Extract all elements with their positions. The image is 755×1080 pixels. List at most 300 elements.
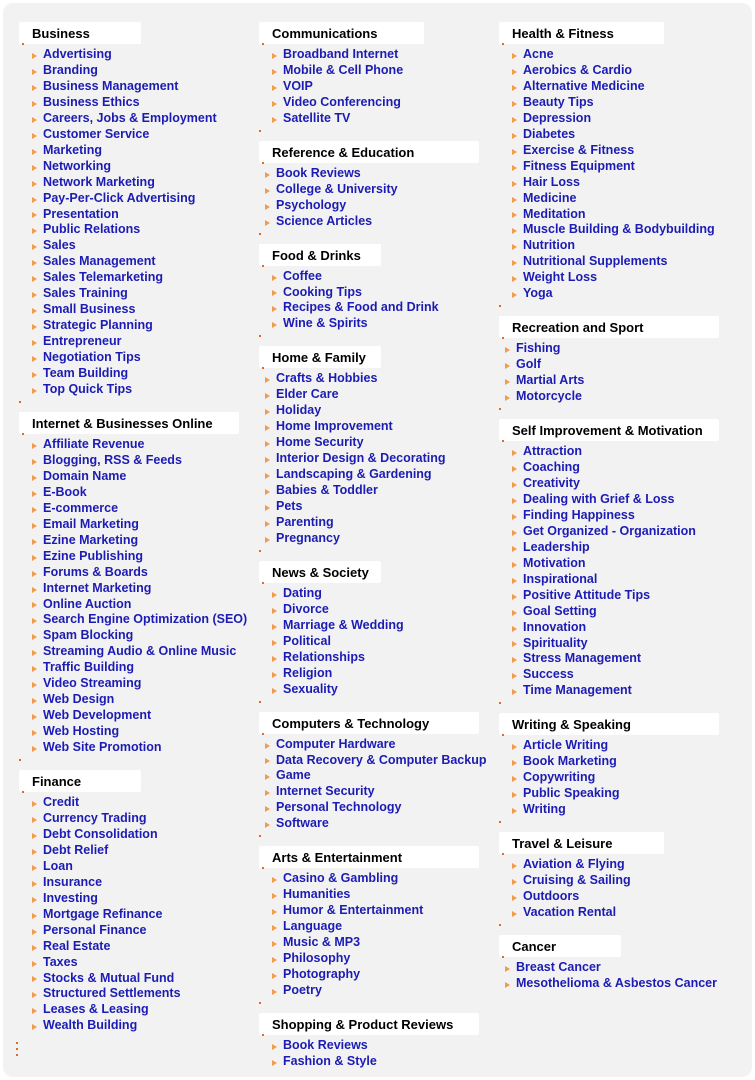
list-item xyxy=(512,191,739,207)
category-link-traffic-building[interactable]: Traffic Building xyxy=(43,660,134,675)
category-link-streaming-audio-and-online-music[interactable]: Streaming Audio & Online Music xyxy=(43,644,237,659)
list-item xyxy=(512,79,739,95)
list-item xyxy=(272,285,495,301)
category-link-sales-telemarketing[interactable]: Sales Telemarketing xyxy=(43,270,163,285)
list-item xyxy=(272,935,495,951)
arrow-right-icon xyxy=(32,372,37,378)
arrow-right-icon xyxy=(265,473,270,479)
arrow-right-icon xyxy=(265,790,270,796)
category-link-advertising[interactable]: Advertising xyxy=(43,47,112,61)
category-link-vacation-rental[interactable]: Vacation Rental xyxy=(523,904,617,919)
arrow-right-icon xyxy=(265,377,270,383)
list-item xyxy=(272,269,495,285)
category-link-depression[interactable]: Depression xyxy=(523,110,592,125)
arrow-right-icon xyxy=(32,1024,37,1030)
arrow-right-icon xyxy=(272,624,277,630)
category-link-satellite-tv[interactable]: Satellite TV xyxy=(283,110,351,125)
list-item xyxy=(512,873,739,889)
category-link-list xyxy=(499,441,739,699)
category-link-wine-and-spirits[interactable]: Wine & Spirits xyxy=(283,316,368,331)
arrow-right-icon xyxy=(265,220,270,226)
arrow-right-icon xyxy=(272,973,277,979)
arrow-right-icon xyxy=(272,877,277,883)
category-separator xyxy=(259,999,495,1013)
category-link-parenting[interactable]: Parenting xyxy=(276,514,334,529)
category-link-internet-marketing[interactable]: Internet Marketing xyxy=(43,580,152,595)
category-link-top-quick-tips[interactable]: Top Quick Tips xyxy=(43,382,133,397)
category-link-finding-happiness[interactable]: Finding Happiness xyxy=(523,507,635,522)
arrow-right-icon xyxy=(32,260,37,266)
category-link-public-relations[interactable]: Public Relations xyxy=(43,222,141,237)
category-link-investing[interactable]: Investing xyxy=(43,890,98,905)
category-link-list xyxy=(259,734,495,833)
category-link-political[interactable]: Political xyxy=(283,633,331,648)
category-link-interior-design-and-decorating[interactable]: Interior Design & Decorating xyxy=(276,451,446,466)
category-link-mortgage-refinance[interactable]: Mortgage Refinance xyxy=(43,906,163,921)
category-link-sales-training[interactable]: Sales Training xyxy=(43,286,128,301)
category-link-e-commerce[interactable]: E-commerce xyxy=(43,500,119,515)
category-link-list xyxy=(499,735,739,818)
category-link-motorcycle[interactable]: Motorcycle xyxy=(516,389,582,404)
category-link-language[interactable]: Language xyxy=(283,919,343,934)
arrow-right-icon xyxy=(512,85,517,91)
category-link-psychology[interactable]: Psychology xyxy=(276,197,347,212)
category-separator xyxy=(259,698,495,712)
category-link-relationships[interactable]: Relationships xyxy=(283,649,365,664)
category-link-business-ethics[interactable]: Business Ethics xyxy=(43,94,140,109)
category-link-video-conferencing[interactable]: Video Conferencing xyxy=(283,94,401,109)
category-link-positive-attitude-tips[interactable]: Positive Attitude Tips xyxy=(523,587,651,602)
category-link-strategic-planning[interactable]: Strategic Planning xyxy=(43,318,153,333)
arrow-right-icon xyxy=(512,673,517,679)
category-link-list xyxy=(259,1035,495,1070)
category-link-domain-name[interactable]: Domain Name xyxy=(43,468,127,483)
category-link-sexuality[interactable]: Sexuality xyxy=(283,681,338,696)
list-item xyxy=(505,357,739,373)
category-link-college-and-university[interactable]: College & University xyxy=(276,181,398,196)
arrow-right-icon xyxy=(512,165,517,171)
category-link-list xyxy=(259,868,495,999)
arrow-right-icon xyxy=(272,85,277,91)
category-link-network-marketing[interactable]: Network Marketing xyxy=(43,174,155,189)
category-heading: Internet & Businesses Online xyxy=(19,412,239,434)
list-item xyxy=(505,389,739,405)
category-link-customer-service[interactable]: Customer Service xyxy=(43,126,150,141)
list-item xyxy=(32,366,254,382)
category-link-negotiation-tips[interactable]: Negotiation Tips xyxy=(43,350,141,365)
list-item xyxy=(32,159,254,175)
list-item xyxy=(512,889,739,905)
list-item xyxy=(32,111,254,127)
list-item xyxy=(32,143,254,159)
list-item xyxy=(265,816,495,832)
category-link-game[interactable]: Game xyxy=(276,768,311,783)
category-heading: Recreation and Sport xyxy=(499,316,719,338)
category-link-computer-hardware[interactable]: Computer Hardware xyxy=(276,736,396,751)
list-item xyxy=(512,636,739,652)
category-business xyxy=(19,22,254,398)
category-link-aerobics-and-cardio[interactable]: Aerobics & Cardio xyxy=(523,62,633,77)
category-link-martial-arts[interactable]: Martial Arts xyxy=(516,373,585,388)
category-link-elder-care[interactable]: Elder Care xyxy=(276,387,339,402)
category-link-divorce[interactable]: Divorce xyxy=(283,601,329,616)
category-link-entrepreneur[interactable]: Entrepreneur xyxy=(43,334,122,349)
category-link-get-organized-organization[interactable]: Get Organized - Organization xyxy=(523,523,696,538)
category-link-structured-settlements[interactable]: Structured Settlements xyxy=(43,986,181,1001)
arrow-right-icon xyxy=(512,149,517,155)
category-finance xyxy=(19,770,254,1034)
arrow-right-icon xyxy=(505,363,510,369)
category-separator xyxy=(259,127,495,141)
arrow-right-icon xyxy=(512,657,517,663)
category-link-web-site-promotion[interactable]: Web Site Promotion xyxy=(43,740,162,755)
list-item xyxy=(32,469,254,485)
list-item xyxy=(272,682,495,698)
arrow-right-icon xyxy=(32,602,37,608)
category-link-religion[interactable]: Religion xyxy=(283,665,333,680)
category-link-music-and-mp3[interactable]: Music & MP3 xyxy=(283,935,361,950)
category-link-web-hosting[interactable]: Web Hosting xyxy=(43,724,120,739)
category-link-book-reviews[interactable]: Book Reviews xyxy=(276,165,361,180)
category-link-leases-and-leasing[interactable]: Leases & Leasing xyxy=(43,1002,149,1017)
category-link-currency-trading[interactable]: Currency Trading xyxy=(43,810,147,825)
arrow-right-icon xyxy=(32,181,37,187)
arrow-right-icon xyxy=(272,117,277,123)
category-link-blogging-rss-and-feeds[interactable]: Blogging, RSS & Feeds xyxy=(43,452,182,467)
category-link-fishing[interactable]: Fishing xyxy=(516,341,561,356)
category-link-online-auction[interactable]: Online Auction xyxy=(43,596,132,611)
category-link-exercise-and-fitness[interactable]: Exercise & Fitness xyxy=(523,142,635,157)
category-link-coffee[interactable]: Coffee xyxy=(283,268,322,283)
category-link-software[interactable]: Software xyxy=(276,816,329,831)
category-link-motivation[interactable]: Motivation xyxy=(523,555,586,570)
list-item xyxy=(265,784,495,800)
list-item xyxy=(32,382,254,398)
separator-dot xyxy=(259,550,261,552)
category-link-dealing-with-grief-and-loss[interactable]: Dealing with Grief & Loss xyxy=(523,491,675,506)
arrow-right-icon xyxy=(32,475,37,481)
list-item xyxy=(505,373,739,389)
category-link-holiday[interactable]: Holiday xyxy=(276,403,322,418)
category-link-debt-consolidation[interactable]: Debt Consolidation xyxy=(43,826,158,841)
category-link-affiliate-revenue[interactable]: Affiliate Revenue xyxy=(43,436,145,451)
category-link-landscaping-and-gardening[interactable]: Landscaping & Gardening xyxy=(276,467,432,482)
category-link-video-streaming[interactable]: Video Streaming xyxy=(43,676,142,691)
list-item xyxy=(272,1038,495,1054)
arrow-right-icon xyxy=(265,425,270,431)
arrow-right-icon xyxy=(265,204,270,210)
category-link-meditation[interactable]: Meditation xyxy=(523,206,586,221)
category-recreation-and-sport xyxy=(499,316,739,405)
category-link-credit[interactable]: Credit xyxy=(43,795,80,810)
category-link-data-recovery-and-computer-backup[interactable]: Data Recovery & Computer Backup xyxy=(276,752,487,767)
category-link-web-design[interactable]: Web Design xyxy=(43,692,115,707)
separator-dot xyxy=(499,821,501,823)
list-item xyxy=(265,419,495,435)
category-link-casino-and-gambling[interactable]: Casino & Gambling xyxy=(283,871,399,886)
arrow-right-icon xyxy=(32,945,37,951)
arrow-right-icon xyxy=(505,966,510,972)
arrow-right-icon xyxy=(512,450,517,456)
category-link-team-building[interactable]: Team Building xyxy=(43,366,129,381)
arrow-right-icon xyxy=(32,228,37,234)
category-link-leadership[interactable]: Leadership xyxy=(523,539,590,554)
category-link-web-development[interactable]: Web Development xyxy=(43,708,152,723)
list-item xyxy=(512,286,739,302)
list-item xyxy=(32,254,254,270)
category-link-science-articles[interactable]: Science Articles xyxy=(276,213,373,228)
column-3 xyxy=(499,22,739,992)
category-link-broadband-internet[interactable]: Broadband Internet xyxy=(283,47,399,61)
list-item xyxy=(265,451,495,467)
arrow-right-icon xyxy=(32,897,37,903)
list-item xyxy=(272,650,495,666)
category-link-stocks-and-mutual-fund[interactable]: Stocks & Mutual Fund xyxy=(43,970,175,985)
category-link-pregnancy[interactable]: Pregnancy xyxy=(276,530,340,545)
category-link-creativity[interactable]: Creativity xyxy=(523,475,580,490)
category-heading: Cancer xyxy=(499,935,621,957)
list-item xyxy=(272,951,495,967)
category-link-email-marketing[interactable]: Email Marketing xyxy=(43,516,139,531)
category-link-pets[interactable]: Pets xyxy=(276,499,303,514)
category-link-networking[interactable]: Networking xyxy=(43,158,112,173)
category-link-small-business[interactable]: Small Business xyxy=(43,302,136,317)
list-item xyxy=(32,907,254,923)
arrow-right-icon xyxy=(32,992,37,998)
category-link-mobile-and-cell-phone[interactable]: Mobile & Cell Phone xyxy=(283,62,404,77)
category-link-philosophy[interactable]: Philosophy xyxy=(283,951,351,966)
category-link-alternative-medicine[interactable]: Alternative Medicine xyxy=(523,78,645,93)
arrow-right-icon xyxy=(265,537,270,543)
list-item xyxy=(512,667,739,683)
category-link-copywriting[interactable]: Copywriting xyxy=(523,770,596,785)
arrow-right-icon xyxy=(32,618,37,624)
category-link-marketing[interactable]: Marketing xyxy=(43,142,103,157)
list-item xyxy=(32,612,254,628)
category-link-mesothelioma-and-asbestos-cancer[interactable]: Mesothelioma & Asbestos Cancer xyxy=(516,975,717,990)
separator-dot xyxy=(19,401,21,403)
category-link-taxes[interactable]: Taxes xyxy=(43,954,78,969)
category-link-coaching[interactable]: Coaching xyxy=(523,460,580,475)
separator-dot xyxy=(259,701,261,703)
category-link-nutritional-supplements[interactable]: Nutritional Supplements xyxy=(523,254,668,269)
list-item xyxy=(272,967,495,983)
category-heading: Business xyxy=(19,22,141,44)
category-link-list xyxy=(259,44,495,127)
list-item xyxy=(32,1002,254,1018)
category-link-breast-cancer[interactable]: Breast Cancer xyxy=(516,959,601,974)
category-heading: Self Improvement & Motivation xyxy=(499,419,719,441)
category-computers-and-technology xyxy=(259,712,495,833)
category-link-insurance[interactable]: Insurance xyxy=(43,874,103,889)
category-link-crafts-and-hobbies[interactable]: Crafts & Hobbies xyxy=(276,371,378,386)
category-link-public-speaking[interactable]: Public Speaking xyxy=(523,786,620,801)
category-link-personal-finance[interactable]: Personal Finance xyxy=(43,922,147,937)
category-link-sales-management[interactable]: Sales Management xyxy=(43,254,156,269)
arrow-right-icon xyxy=(265,505,270,511)
list-item xyxy=(32,191,254,207)
arrow-right-icon xyxy=(512,228,517,234)
category-link-humor-and-entertainment[interactable]: Humor & Entertainment xyxy=(283,903,424,918)
category-link-debt-relief[interactable]: Debt Relief xyxy=(43,842,109,857)
arrow-right-icon xyxy=(265,409,270,415)
arrow-right-icon xyxy=(512,792,517,798)
category-heading: Home & Family xyxy=(259,346,381,368)
arrow-right-icon xyxy=(265,774,270,780)
list-item xyxy=(32,875,254,891)
category-link-sales[interactable]: Sales xyxy=(43,238,76,253)
arrow-right-icon xyxy=(512,863,517,869)
list-item xyxy=(512,95,739,111)
category-link-ezine-publishing[interactable]: Ezine Publishing xyxy=(43,548,144,563)
list-item xyxy=(512,444,739,460)
category-reference-and-education xyxy=(259,141,495,230)
category-link-branding[interactable]: Branding xyxy=(43,62,98,77)
category-link-spirituality[interactable]: Spirituality xyxy=(523,635,588,650)
category-link-home-improvement[interactable]: Home Improvement xyxy=(276,419,393,434)
list-item xyxy=(32,859,254,875)
category-link-real-estate[interactable]: Real Estate xyxy=(43,938,111,953)
list-item xyxy=(32,1018,254,1034)
category-separator xyxy=(19,756,254,770)
category-link-medicine[interactable]: Medicine xyxy=(523,190,577,205)
list-item xyxy=(32,175,254,191)
category-link-nutrition[interactable]: Nutrition xyxy=(523,238,576,253)
category-link-wealth-building[interactable]: Wealth Building xyxy=(43,1018,138,1033)
separator-dot xyxy=(499,702,501,704)
category-link-weight-loss[interactable]: Weight Loss xyxy=(523,270,598,285)
arrow-right-icon xyxy=(505,982,510,988)
category-link-e-book[interactable]: E-Book xyxy=(43,484,87,499)
category-link-time-management[interactable]: Time Management xyxy=(523,683,632,698)
arrow-right-icon xyxy=(265,457,270,463)
category-link-outdoors[interactable]: Outdoors xyxy=(523,888,580,903)
category-link-stress-management[interactable]: Stress Management xyxy=(523,651,642,666)
category-link-beauty-tips[interactable]: Beauty Tips xyxy=(523,94,594,109)
category-link-voip[interactable]: VOIP xyxy=(283,78,313,93)
category-link-book-marketing[interactable]: Book Marketing xyxy=(523,754,617,769)
category-link-acne[interactable]: Acne xyxy=(523,47,554,61)
category-link-article-writing[interactable]: Article Writing xyxy=(523,738,609,753)
category-link-careers-jobs-and-employment[interactable]: Careers, Jobs & Employment xyxy=(43,110,217,125)
category-heading: Food & Drinks xyxy=(259,244,381,266)
arrow-right-icon xyxy=(272,656,277,662)
list-item xyxy=(32,986,254,1002)
category-link-forums-and-boards[interactable]: Forums & Boards xyxy=(43,564,148,579)
arrow-right-icon xyxy=(32,53,37,59)
list-item xyxy=(272,300,495,316)
list-item xyxy=(272,63,495,79)
category-link-business-management[interactable]: Business Management xyxy=(43,78,179,93)
category-link-cruising-and-sailing[interactable]: Cruising & Sailing xyxy=(523,873,631,888)
category-link-poetry[interactable]: Poetry xyxy=(283,982,322,997)
category-link-aviation-and-flying[interactable]: Aviation & Flying xyxy=(523,857,625,872)
category-link-marriage-and-wedding[interactable]: Marriage & Wedding xyxy=(283,617,404,632)
category-link-loan[interactable]: Loan xyxy=(43,858,73,873)
category-heading: Health & Fitness xyxy=(499,22,664,44)
category-link-success[interactable]: Success xyxy=(523,667,574,682)
list-item xyxy=(512,111,739,127)
category-link-attraction[interactable]: Attraction xyxy=(523,444,583,459)
list-item xyxy=(505,341,739,357)
arrow-right-icon xyxy=(32,212,37,218)
list-item xyxy=(32,827,254,843)
list-item xyxy=(512,270,739,286)
arrow-right-icon xyxy=(32,555,37,561)
list-item xyxy=(265,214,495,230)
category-link-pay-per-click-advertising[interactable]: Pay-Per-Click Advertising xyxy=(43,190,196,205)
category-link-list xyxy=(499,44,739,302)
category-link-presentation[interactable]: Presentation xyxy=(43,206,119,221)
category-link-fitness-equipment[interactable]: Fitness Equipment xyxy=(523,158,635,173)
category-heading: News & Society xyxy=(259,561,381,583)
arrow-right-icon xyxy=(32,244,37,250)
category-link-dating[interactable]: Dating xyxy=(283,585,322,600)
list-item xyxy=(32,692,254,708)
arrow-right-icon xyxy=(512,879,517,885)
arrow-right-icon xyxy=(32,101,37,107)
category-link-babies-and-toddler[interactable]: Babies & Toddler xyxy=(276,483,378,498)
arrow-right-icon xyxy=(272,275,277,281)
category-link-internet-security[interactable]: Internet Security xyxy=(276,784,375,799)
category-link-muscle-building-and-bodybuilding[interactable]: Muscle Building & Bodybuilding xyxy=(523,222,715,237)
category-link-golf[interactable]: Golf xyxy=(516,357,541,372)
arrow-right-icon xyxy=(512,626,517,632)
category-heading: Travel & Leisure xyxy=(499,832,664,854)
category-link-cooking-tips[interactable]: Cooking Tips xyxy=(283,284,362,299)
arrow-right-icon xyxy=(32,913,37,919)
category-link-fashion-and-style[interactable]: Fashion & Style xyxy=(283,1053,377,1068)
category-link-book-reviews[interactable]: Book Reviews xyxy=(283,1037,368,1052)
category-link-home-security[interactable]: Home Security xyxy=(276,435,364,450)
list-item xyxy=(265,166,495,182)
category-link-humanities[interactable]: Humanities xyxy=(283,887,351,902)
category-link-diabetes[interactable]: Diabetes xyxy=(523,126,576,141)
arrow-right-icon xyxy=(32,340,37,346)
list-item xyxy=(32,286,254,302)
category-link-photography[interactable]: Photography xyxy=(283,966,361,981)
category-link-goal-setting[interactable]: Goal Setting xyxy=(523,603,597,618)
category-link-writing[interactable]: Writing xyxy=(523,802,566,817)
arrow-right-icon xyxy=(512,181,517,187)
category-link-search-engine-optimization-seo[interactable]: Search Engine Optimization (SEO) xyxy=(43,612,248,627)
list-item xyxy=(265,737,495,753)
list-item xyxy=(265,435,495,451)
arrow-right-icon xyxy=(32,817,37,823)
arrow-right-icon xyxy=(512,610,517,616)
list-item xyxy=(32,971,254,987)
list-item xyxy=(272,79,495,95)
category-link-innovation[interactable]: Innovation xyxy=(523,619,587,634)
list-item xyxy=(265,483,495,499)
category-link-list xyxy=(259,266,495,333)
category-link-spam-blocking[interactable]: Spam Blocking xyxy=(43,628,134,643)
category-link-hair-loss[interactable]: Hair Loss xyxy=(523,174,580,189)
category-travel-and-leisure xyxy=(499,832,739,921)
arrow-right-icon xyxy=(32,459,37,465)
list-item xyxy=(32,127,254,143)
separator-dot xyxy=(259,1002,261,1004)
list-item xyxy=(512,508,739,524)
category-link-personal-technology[interactable]: Personal Technology xyxy=(276,800,402,815)
category-link-inspirational[interactable]: Inspirational xyxy=(523,571,598,586)
arrow-right-icon xyxy=(32,801,37,807)
category-link-yoga[interactable]: Yoga xyxy=(523,286,553,301)
category-link-recipes-and-food-and-drink[interactable]: Recipes & Food and Drink xyxy=(283,300,439,315)
category-link-ezine-marketing[interactable]: Ezine Marketing xyxy=(43,532,139,547)
list-item xyxy=(32,47,254,63)
list-item xyxy=(265,499,495,515)
